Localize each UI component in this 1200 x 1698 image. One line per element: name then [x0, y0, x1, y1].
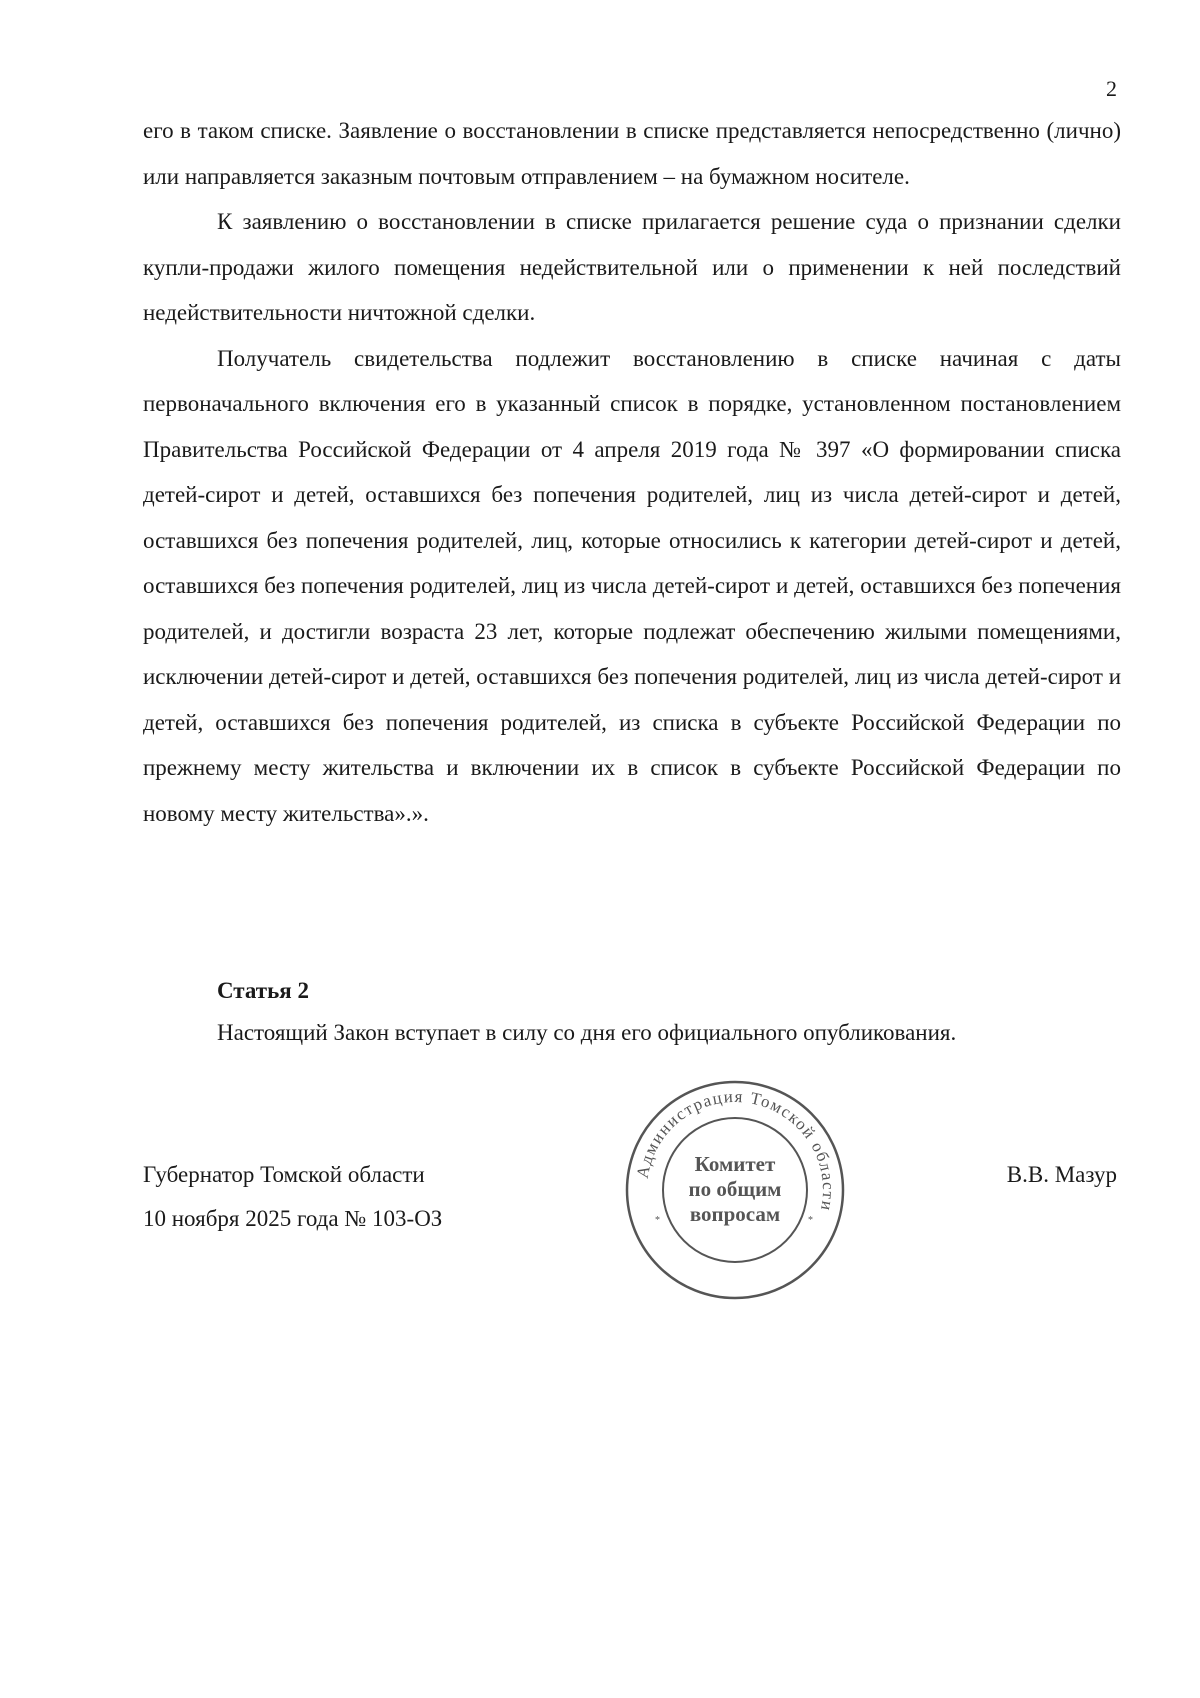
article-heading: Статья 2: [217, 978, 309, 1003]
paragraph-1: его в таком списке. Заявление о восстановлении в списке представляется непосредственно (лично) или направляется заказным почтовым отправлением – на бумажном носителе.: [143, 118, 1121, 189]
seal-center-line-1: Комитет: [694, 1152, 776, 1176]
signature-title: Губернатор Томской области: [143, 1162, 425, 1187]
seal-center-line-2: по общим: [688, 1177, 782, 1201]
seal-star-right: *: [808, 1215, 813, 1226]
paragraph-3: Получатель свидетельства подлежит восстановлению в списке начиная с даты первоначального включения его в указанный список в порядке, установленном постановлением Правительства Российской Федерации от 4 апреля 2019 года № 397 «О формировании списка детей-сирот и детей, оставшихся без попечения родителей, лиц из числа детей-сирот и детей, оставшихся без попечения родителей, лиц, которые относились к категории детей-сирот и детей, оставшихся без попечения родителей, лиц из числа детей-сирот и детей, оставшихся без попечения родителей, и достигли возраста 23 лет, которые подлежат обеспечению жилыми помещениями, исключении детей-сирот и детей, оставшихся без попечения родителей, лиц из числа детей-сирот и детей, оставшихся без попечения родителей, из списка в субъекте Российской Федерации по прежнему месту жительства и включении их в список в субъекте Российской Федерации по новому месту жительства».».: [143, 345, 1121, 826]
seal-star-left: *: [655, 1215, 660, 1226]
seal-center-line-3: вопросам: [689, 1202, 781, 1226]
body-text: [143, 108, 1121, 836]
official-seal: [620, 1075, 850, 1305]
seal-ring-text: Администрация Томской области: [632, 1086, 839, 1214]
article-text: Настоящий Закон вступает в силу со дня его официального опубликования.: [217, 1020, 957, 1045]
page-number: 2: [1106, 76, 1117, 101]
signature-name: В.В. Мазур: [1006, 1162, 1117, 1187]
paragraph-2: К заявлению о восстановлении в списке прилагается решение суда о признании сделки купли-продажи жилого помещения недействительной или о применении к ней последствий недействительности ничтожной сделки.: [143, 209, 1121, 325]
signature-date-number: 10 ноября 2025 года № 103-ОЗ: [143, 1206, 443, 1231]
